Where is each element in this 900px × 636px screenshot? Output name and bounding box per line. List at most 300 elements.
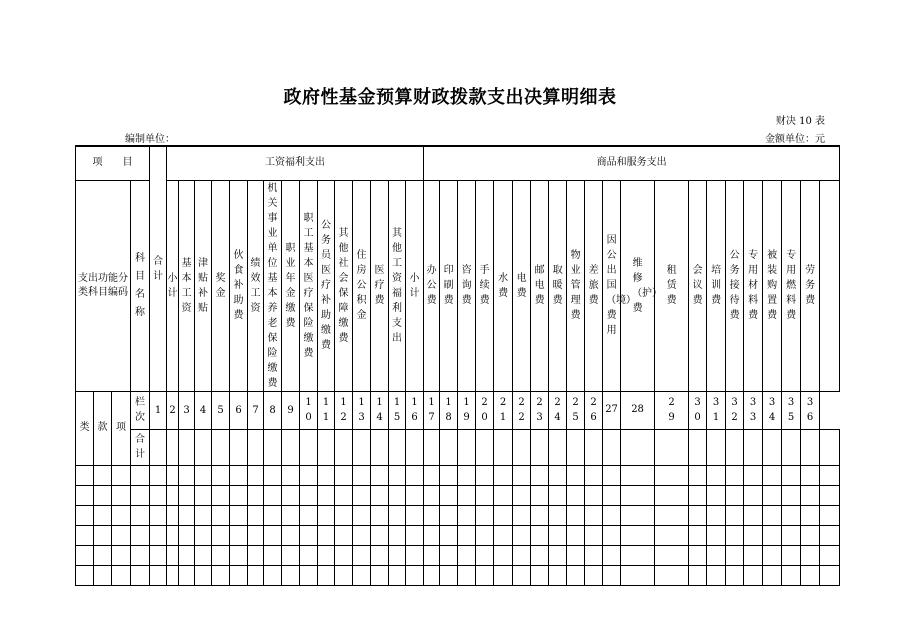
data-cell[interactable] — [371, 505, 389, 525]
data-cell[interactable] — [820, 565, 840, 585]
data-cell[interactable] — [248, 485, 264, 505]
total-row-cell[interactable] — [264, 429, 282, 465]
data-cell[interactable] — [94, 565, 112, 585]
data-cell[interactable] — [282, 545, 300, 565]
data-cell[interactable] — [655, 485, 689, 505]
data-cell[interactable] — [440, 465, 458, 485]
column-header-12-text: 住房公积金 — [356, 250, 367, 321]
column-header-27 — [621, 180, 663, 391]
data-cell[interactable] — [549, 505, 567, 525]
total-row-cell[interactable] — [549, 429, 567, 465]
data-cell[interactable] — [230, 505, 248, 525]
data-cell[interactable] — [150, 465, 167, 485]
data-cell[interactable] — [230, 565, 248, 585]
data-cell[interactable] — [763, 485, 782, 505]
data-cell[interactable] — [112, 525, 131, 545]
data-cell[interactable] — [621, 505, 655, 525]
data-cell[interactable] — [585, 525, 603, 545]
column-number-label-text: 栏次 — [135, 397, 145, 423]
data-cell[interactable] — [689, 545, 707, 565]
total-row-cell[interactable] — [585, 429, 603, 465]
data-cell[interactable] — [300, 505, 318, 525]
data-cell[interactable] — [531, 565, 549, 585]
data-cell[interactable] — [150, 565, 167, 585]
data-cell[interactable] — [603, 485, 621, 505]
data-cell[interactable] — [94, 485, 112, 505]
data-cell[interactable] — [424, 505, 440, 525]
total-row-cell[interactable] — [150, 429, 167, 465]
data-cell[interactable] — [371, 545, 389, 565]
data-cell[interactable] — [567, 545, 585, 565]
data-cell[interactable] — [513, 545, 531, 565]
data-cell[interactable] — [801, 565, 820, 585]
data-cell[interactable] — [150, 485, 167, 505]
data-cell[interactable] — [264, 545, 282, 565]
data-cell[interactable] — [585, 565, 603, 585]
data-cell[interactable] — [406, 505, 424, 525]
data-cell[interactable] — [424, 465, 440, 485]
data-cell[interactable] — [567, 505, 585, 525]
data-cell[interactable] — [131, 505, 150, 525]
data-cell[interactable] — [458, 565, 476, 585]
data-cell[interactable] — [494, 565, 513, 585]
data-cell[interactable] — [801, 465, 820, 485]
total-row-cell[interactable] — [707, 429, 726, 465]
column-header-11-text: 其他社会保障缴费 — [338, 227, 349, 344]
data-cell[interactable] — [531, 465, 549, 485]
data-cell[interactable] — [820, 505, 840, 525]
data-cell[interactable] — [744, 545, 763, 565]
data-cell[interactable] — [726, 485, 744, 505]
total-row-cell[interactable] — [424, 429, 440, 465]
data-cell[interactable] — [603, 525, 621, 545]
data-cell[interactable] — [655, 565, 689, 585]
data-cell[interactable] — [179, 525, 195, 545]
data-cell[interactable] — [476, 505, 494, 525]
data-cell[interactable] — [440, 525, 458, 545]
total-row-cell[interactable] — [782, 429, 801, 465]
data-cell[interactable] — [353, 505, 371, 525]
data-cell[interactable] — [212, 545, 230, 565]
data-cell[interactable] — [763, 505, 782, 525]
data-cell[interactable] — [389, 485, 406, 505]
data-cell[interactable] — [458, 525, 476, 545]
data-cell[interactable] — [406, 545, 424, 565]
data-cell[interactable] — [726, 565, 744, 585]
total-row-cell[interactable] — [494, 429, 513, 465]
data-cell[interactable] — [406, 525, 424, 545]
data-cell[interactable] — [801, 545, 820, 565]
data-cell[interactable] — [603, 465, 621, 485]
data-cell[interactable] — [782, 565, 801, 585]
total-row-cell[interactable] — [212, 429, 230, 465]
data-cell[interactable] — [531, 545, 549, 565]
data-cell[interactable] — [440, 485, 458, 505]
data-cell[interactable] — [179, 465, 195, 485]
data-cell[interactable] — [655, 465, 689, 485]
data-cell[interactable] — [763, 545, 782, 565]
data-cell[interactable] — [335, 465, 353, 485]
data-cell[interactable] — [318, 485, 335, 505]
data-cell[interactable] — [820, 525, 840, 545]
data-cell[interactable] — [167, 565, 179, 585]
data-cell[interactable] — [406, 485, 424, 505]
total-row-cell[interactable] — [621, 429, 655, 465]
data-cell[interactable] — [248, 465, 264, 485]
data-cell[interactable] — [567, 525, 585, 545]
data-cell[interactable] — [300, 485, 318, 505]
data-cell[interactable] — [371, 485, 389, 505]
data-cell[interactable] — [513, 485, 531, 505]
data-cell[interactable] — [655, 525, 689, 545]
data-cell[interactable] — [112, 505, 131, 525]
data-cell[interactable] — [782, 525, 801, 545]
data-cell[interactable] — [801, 485, 820, 505]
data-cell[interactable] — [458, 485, 476, 505]
total-row-cell[interactable] — [248, 429, 264, 465]
data-cell[interactable] — [531, 505, 549, 525]
data-cell[interactable] — [112, 465, 131, 485]
total-row-cell[interactable] — [726, 429, 744, 465]
data-cell[interactable] — [707, 525, 726, 545]
data-cell[interactable] — [440, 505, 458, 525]
data-cell[interactable] — [131, 545, 150, 565]
data-cell[interactable] — [212, 505, 230, 525]
data-cell[interactable] — [549, 485, 567, 505]
data-cell[interactable] — [707, 465, 726, 485]
total-row-cell[interactable] — [353, 429, 371, 465]
total-row-cell[interactable] — [567, 429, 585, 465]
data-cell[interactable] — [476, 465, 494, 485]
data-cell[interactable] — [726, 505, 744, 525]
item-level-header-text: 项 — [116, 421, 126, 433]
data-cell[interactable] — [335, 545, 353, 565]
data-cell[interactable] — [494, 525, 513, 545]
data-cell[interactable] — [195, 485, 212, 505]
data-cell[interactable] — [264, 485, 282, 505]
data-cell[interactable] — [131, 565, 150, 585]
data-cell[interactable] — [150, 545, 167, 565]
total-row-cell[interactable] — [763, 429, 782, 465]
data-cell[interactable] — [707, 545, 726, 565]
data-cell[interactable] — [150, 525, 167, 545]
data-cell[interactable] — [603, 545, 621, 565]
data-cell[interactable] — [167, 505, 179, 525]
data-cell[interactable] — [549, 525, 567, 545]
data-cell[interactable] — [212, 565, 230, 585]
data-cell[interactable] — [744, 465, 763, 485]
data-cell[interactable] — [513, 565, 531, 585]
data-cell[interactable] — [248, 525, 264, 545]
column-header-10-text: 公务员医疗补助缴费 — [321, 220, 331, 351]
data-cell[interactable] — [76, 545, 94, 565]
data-cell[interactable] — [230, 525, 248, 545]
data-cell[interactable] — [621, 485, 655, 505]
data-cell[interactable] — [458, 545, 476, 565]
data-cell[interactable] — [531, 485, 549, 505]
data-cell[interactable] — [230, 485, 248, 505]
data-cell[interactable] — [371, 565, 389, 585]
data-cell[interactable] — [112, 565, 131, 585]
data-cell[interactable] — [179, 505, 195, 525]
data-cell[interactable] — [726, 525, 744, 545]
data-cell[interactable] — [195, 525, 212, 545]
data-cell[interactable] — [179, 565, 195, 585]
data-cell[interactable] — [195, 545, 212, 565]
data-cell[interactable] — [603, 565, 621, 585]
data-cell[interactable] — [300, 465, 318, 485]
data-cell[interactable] — [112, 545, 131, 565]
data-cell[interactable] — [513, 505, 531, 525]
data-cell[interactable] — [744, 485, 763, 505]
data-cell[interactable] — [476, 545, 494, 565]
data-cell[interactable] — [112, 485, 131, 505]
data-cell[interactable] — [318, 505, 335, 525]
data-cell[interactable] — [782, 485, 801, 505]
data-cell[interactable] — [212, 465, 230, 485]
data-cell[interactable] — [94, 545, 112, 565]
data-cell[interactable] — [549, 465, 567, 485]
total-row-cell[interactable] — [801, 429, 820, 465]
data-cell[interactable] — [264, 565, 282, 585]
data-cell[interactable] — [782, 465, 801, 485]
column-number-7-text: 7 — [252, 404, 259, 416]
data-cell[interactable] — [179, 485, 195, 505]
data-cell[interactable] — [371, 465, 389, 485]
data-cell[interactable] — [726, 465, 744, 485]
data-cell[interactable] — [801, 525, 820, 545]
data-cell[interactable] — [567, 565, 585, 585]
item-header-text: 项 目 — [92, 157, 133, 168]
total-row-cell[interactable] — [406, 429, 424, 465]
total-row-cell[interactable] — [195, 429, 212, 465]
data-cell[interactable] — [494, 545, 513, 565]
data-cell[interactable] — [264, 505, 282, 525]
data-cell[interactable] — [707, 565, 726, 585]
data-cell[interactable] — [230, 465, 248, 485]
total-row-cell[interactable] — [744, 429, 763, 465]
data-cell[interactable] — [300, 545, 318, 565]
total-row-cell[interactable] — [179, 429, 195, 465]
data-cell[interactable] — [424, 485, 440, 505]
total-row-cell[interactable] — [458, 429, 476, 465]
data-cell[interactable] — [585, 505, 603, 525]
data-cell[interactable] — [300, 525, 318, 545]
data-cell[interactable] — [282, 465, 300, 485]
data-cell[interactable] — [335, 565, 353, 585]
data-cell[interactable] — [335, 505, 353, 525]
data-cell[interactable] — [707, 485, 726, 505]
data-cell[interactable] — [318, 465, 335, 485]
data-cell[interactable] — [621, 565, 655, 585]
data-cell[interactable] — [300, 565, 318, 585]
data-cell[interactable] — [820, 485, 840, 505]
data-cell[interactable] — [744, 565, 763, 585]
data-cell[interactable] — [335, 525, 353, 545]
column-number-18 — [440, 391, 458, 429]
data-cell[interactable] — [167, 485, 179, 505]
data-cell[interactable] — [212, 485, 230, 505]
data-cell[interactable] — [76, 505, 94, 525]
data-cell[interactable] — [689, 485, 707, 505]
column-header-7-text: 机关事业单位基本养老保险缴费 — [267, 182, 278, 389]
data-cell[interactable] — [458, 505, 476, 525]
total-row-cell[interactable] — [820, 429, 840, 465]
total-row-cell[interactable] — [531, 429, 549, 465]
data-cell[interactable] — [655, 545, 689, 565]
data-cell[interactable] — [744, 505, 763, 525]
data-cell[interactable] — [782, 545, 801, 565]
data-cell[interactable] — [131, 525, 150, 545]
data-cell[interactable] — [513, 525, 531, 545]
data-cell[interactable] — [389, 525, 406, 545]
column-number-7 — [248, 391, 264, 429]
data-cell[interactable] — [406, 565, 424, 585]
data-cell[interactable] — [389, 565, 406, 585]
data-cell[interactable] — [212, 525, 230, 545]
data-cell[interactable] — [318, 545, 335, 565]
data-cell[interactable] — [424, 525, 440, 545]
data-cell[interactable] — [371, 525, 389, 545]
data-cell[interactable] — [763, 525, 782, 545]
total-row-cell[interactable] — [389, 429, 406, 465]
total-row-cell[interactable] — [300, 429, 318, 465]
data-cell[interactable] — [782, 505, 801, 525]
data-cell[interactable] — [264, 525, 282, 545]
data-cell[interactable] — [282, 565, 300, 585]
total-row-cell[interactable] — [282, 429, 300, 465]
data-cell[interactable] — [689, 505, 707, 525]
data-cell[interactable] — [424, 545, 440, 565]
data-cell[interactable] — [389, 545, 406, 565]
data-cell[interactable] — [820, 465, 840, 485]
data-cell[interactable] — [179, 545, 195, 565]
total-row-cell[interactable] — [335, 429, 353, 465]
data-cell[interactable] — [603, 505, 621, 525]
data-cell[interactable] — [318, 565, 335, 585]
data-cell[interactable] — [389, 465, 406, 485]
data-cell[interactable] — [801, 505, 820, 525]
data-cell[interactable] — [689, 465, 707, 485]
data-cell[interactable] — [150, 505, 167, 525]
column-number-4-text: 4 — [199, 404, 207, 416]
column-number-16-text: 16 — [411, 397, 418, 423]
total-row-cell[interactable] — [318, 429, 335, 465]
data-cell[interactable] — [689, 525, 707, 545]
data-cell[interactable] — [76, 525, 94, 545]
data-cell[interactable] — [167, 525, 179, 545]
data-cell[interactable] — [195, 505, 212, 525]
data-cell[interactable] — [585, 465, 603, 485]
total-row-cell[interactable] — [167, 429, 179, 465]
data-cell[interactable] — [494, 465, 513, 485]
data-cell[interactable] — [353, 485, 371, 505]
data-cell[interactable] — [282, 505, 300, 525]
data-cell[interactable] — [94, 505, 112, 525]
data-cell[interactable] — [282, 485, 300, 505]
data-cell[interactable] — [248, 505, 264, 525]
data-cell[interactable] — [76, 465, 94, 485]
data-cell[interactable] — [549, 545, 567, 565]
data-cell[interactable] — [494, 505, 513, 525]
total-row-cell[interactable] — [689, 429, 707, 465]
data-cell[interactable] — [406, 465, 424, 485]
data-cell[interactable] — [531, 525, 549, 545]
data-cell[interactable] — [567, 485, 585, 505]
data-cell[interactable] — [167, 545, 179, 565]
data-cell[interactable] — [689, 565, 707, 585]
data-cell[interactable] — [707, 505, 726, 525]
data-cell[interactable] — [440, 545, 458, 565]
expenditure-detail-table — [75, 145, 840, 586]
data-cell[interactable] — [353, 545, 371, 565]
total-row-cell[interactable] — [603, 429, 621, 465]
data-cell[interactable] — [585, 545, 603, 565]
data-cell[interactable] — [167, 465, 179, 485]
data-cell[interactable] — [94, 525, 112, 545]
data-cell[interactable] — [131, 485, 150, 505]
data-cell[interactable] — [195, 565, 212, 585]
data-cell[interactable] — [389, 505, 406, 525]
data-cell[interactable] — [76, 565, 94, 585]
data-cell[interactable] — [131, 465, 150, 485]
total-row-cell[interactable] — [655, 429, 689, 465]
data-cell[interactable] — [494, 485, 513, 505]
total-row-cell[interactable] — [476, 429, 494, 465]
data-cell[interactable] — [744, 525, 763, 545]
data-cell[interactable] — [440, 565, 458, 585]
column-header-26-text: 因公出国（境）费用 — [606, 235, 637, 336]
total-row-cell[interactable] — [513, 429, 531, 465]
data-cell[interactable] — [230, 545, 248, 565]
data-cell[interactable] — [424, 565, 440, 585]
data-cell[interactable] — [476, 565, 494, 585]
data-cell[interactable] — [264, 465, 282, 485]
data-cell[interactable] — [621, 545, 655, 565]
data-cell[interactable] — [76, 485, 94, 505]
data-cell[interactable] — [353, 465, 371, 485]
data-cell[interactable] — [318, 525, 335, 545]
data-cell[interactable] — [763, 465, 782, 485]
data-cell[interactable] — [195, 465, 212, 485]
data-cell[interactable] — [513, 465, 531, 485]
data-cell[interactable] — [248, 545, 264, 565]
data-cell[interactable] — [353, 565, 371, 585]
data-cell[interactable] — [94, 465, 112, 485]
data-cell[interactable] — [567, 465, 585, 485]
data-cell[interactable] — [763, 565, 782, 585]
data-cell[interactable] — [621, 525, 655, 545]
total-row-cell[interactable] — [440, 429, 458, 465]
data-cell[interactable] — [726, 545, 744, 565]
data-cell[interactable] — [549, 565, 567, 585]
data-cell[interactable] — [476, 525, 494, 545]
data-cell[interactable] — [335, 485, 353, 505]
data-cell[interactable] — [655, 505, 689, 525]
column-header-32 — [744, 180, 763, 391]
data-cell[interactable] — [621, 465, 655, 485]
data-cell[interactable] — [585, 485, 603, 505]
total-row-cell[interactable] — [230, 429, 248, 465]
total-row-cell[interactable] — [371, 429, 389, 465]
data-cell[interactable] — [820, 545, 840, 565]
data-cell[interactable] — [476, 485, 494, 505]
data-cell[interactable] — [353, 525, 371, 545]
data-cell[interactable] — [458, 465, 476, 485]
column-header-32-text: 专用材料费 — [748, 250, 759, 321]
data-cell[interactable] — [248, 565, 264, 585]
data-cell[interactable] — [282, 525, 300, 545]
